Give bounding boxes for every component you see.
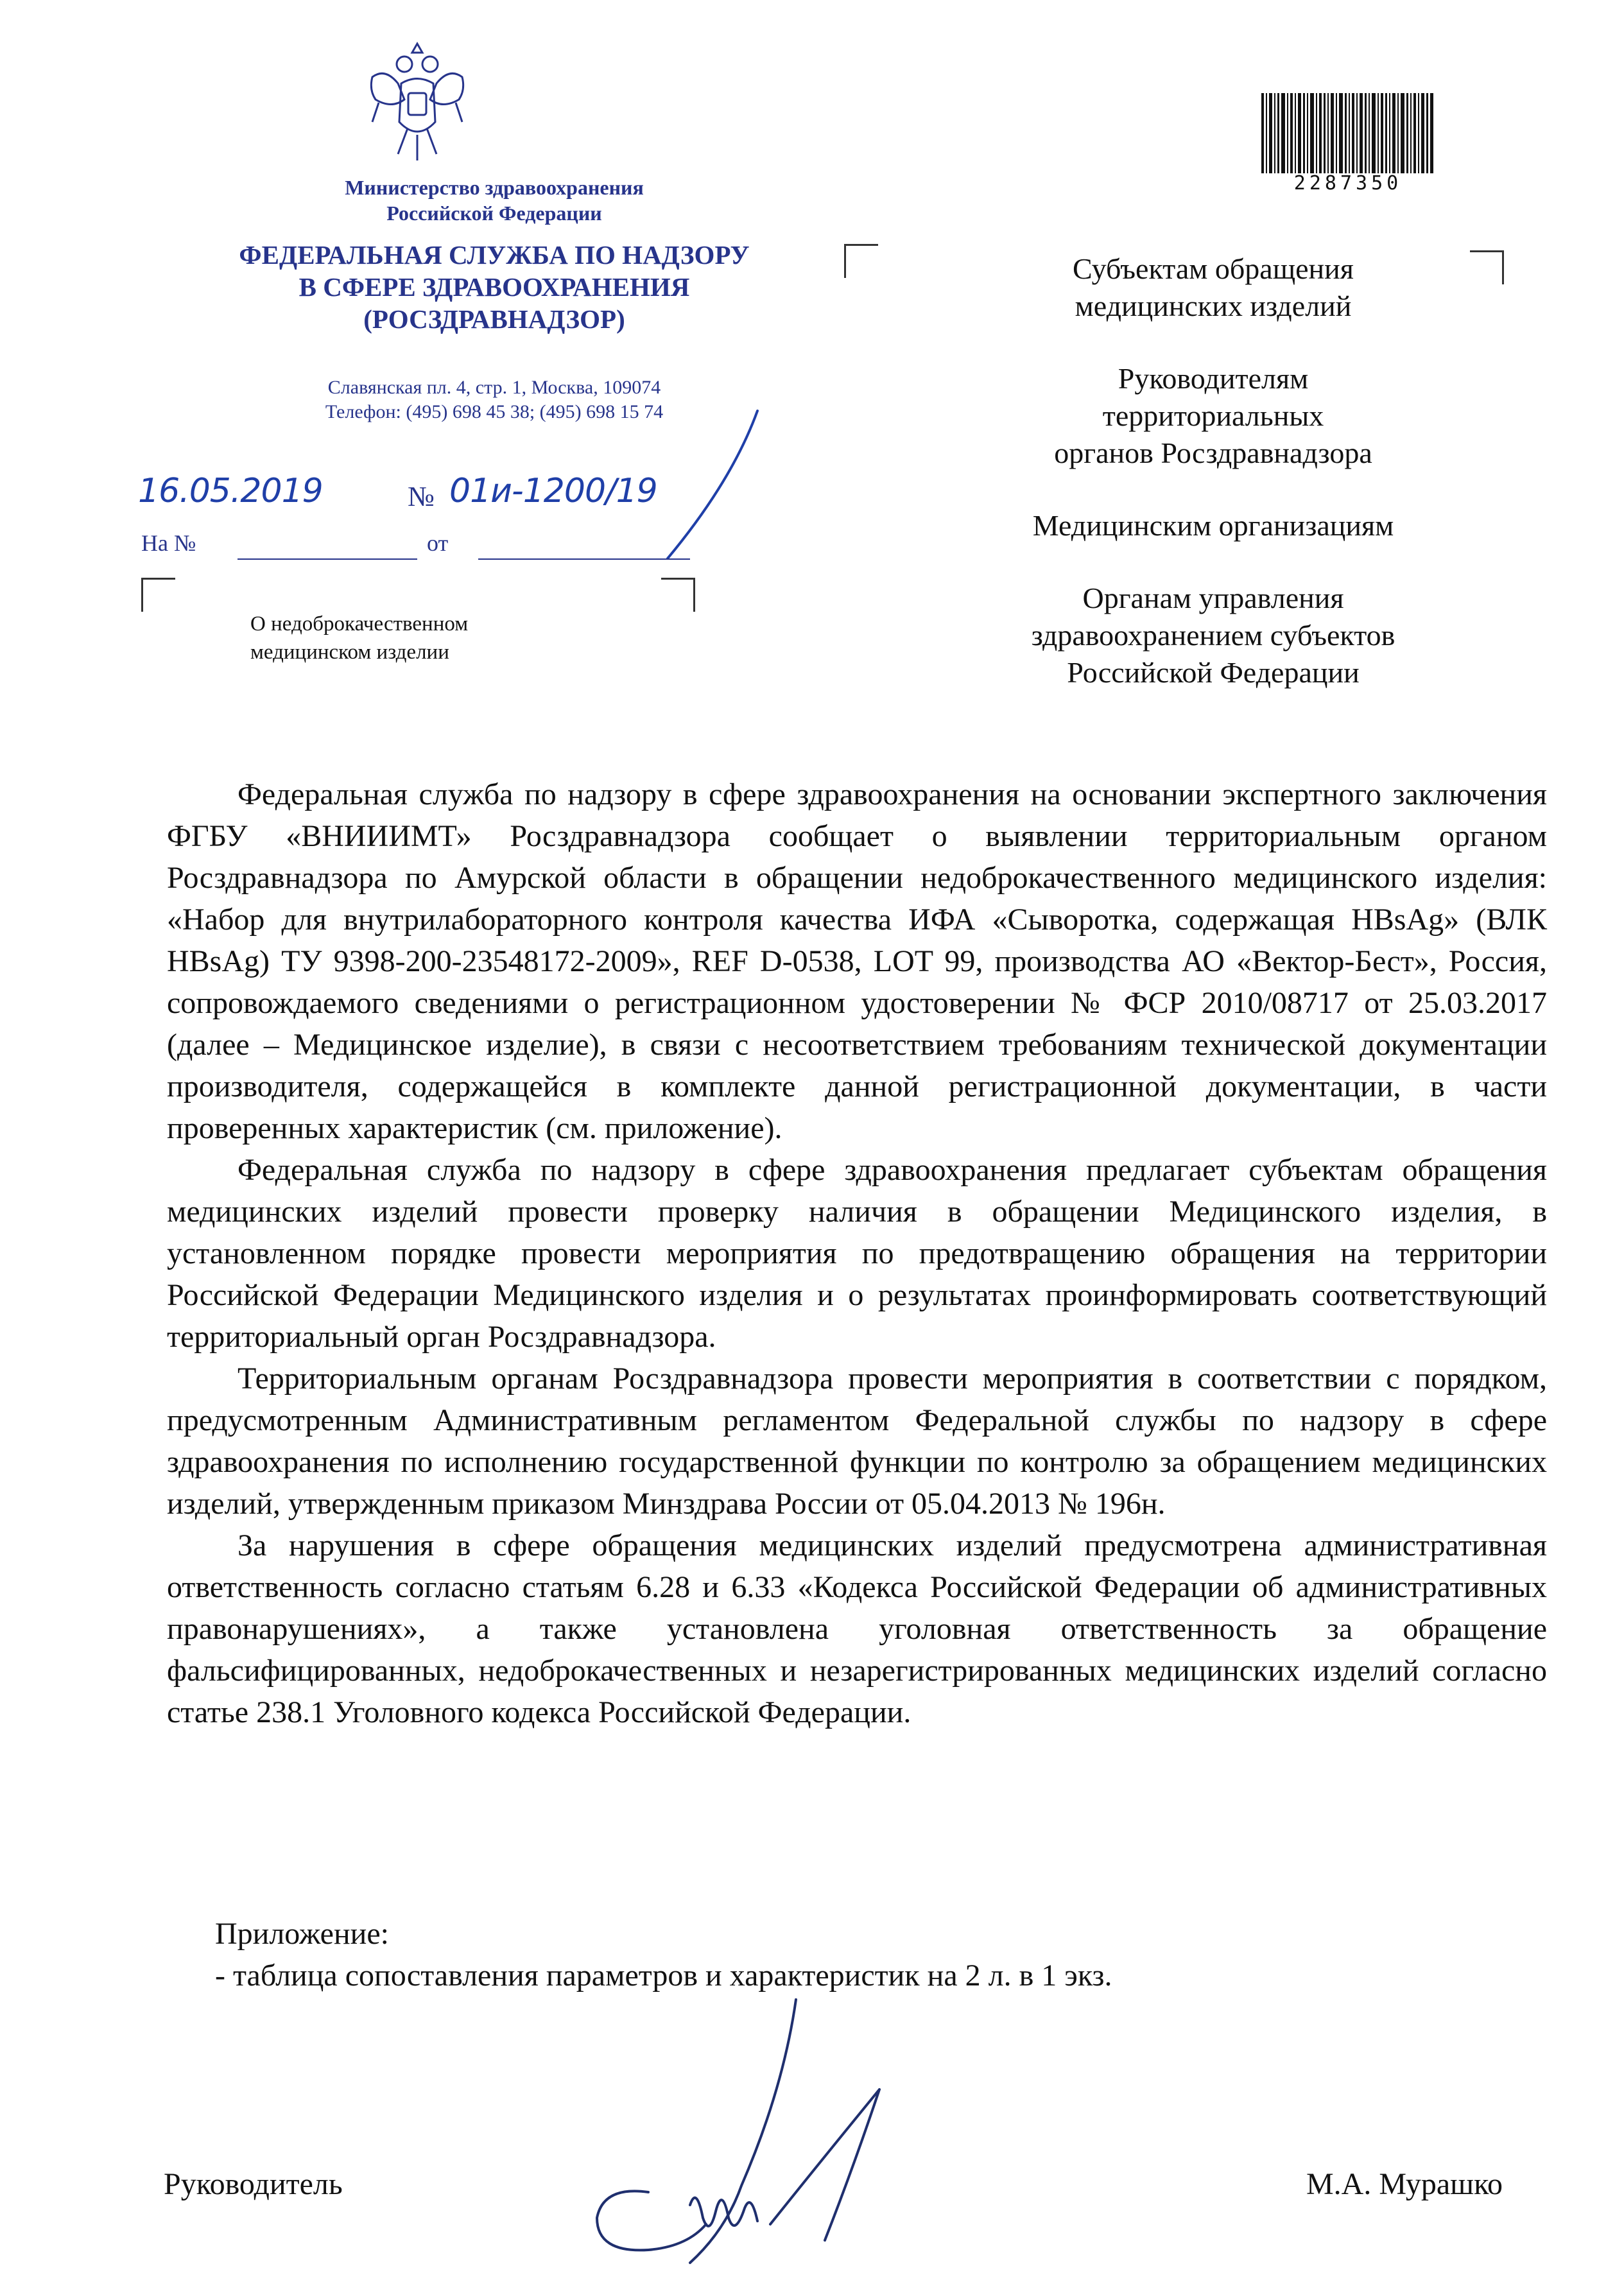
- state-emblem-icon: [359, 39, 475, 167]
- subject-corner-right: [661, 578, 695, 612]
- barcode: [1261, 93, 1435, 173]
- addressee-line: территориальных: [1102, 399, 1324, 432]
- ministry-line: Министерство здравоохранения: [345, 176, 644, 199]
- addressee-line: Российской Федерации: [1067, 656, 1360, 689]
- registration-number: 01и-1200/19: [449, 472, 657, 510]
- signatory-name: М.А. Мурашко: [1306, 2167, 1503, 2201]
- letter-subject: [250, 610, 610, 666]
- addressee-line: Субъектам обращения: [1073, 252, 1354, 285]
- letter-body: [167, 774, 1547, 1733]
- reference-date-line: [478, 558, 690, 560]
- addressee-line: Органам управления: [1082, 582, 1344, 614]
- reference-date-label: от: [427, 530, 449, 556]
- subject-corner-left: [141, 578, 175, 612]
- body-paragraph: За нарушения в сфере обращения медицинских изделий предусмотрена административная ответственность согласно статьям 6.28 и 6.33 «Кодекса Российской Федерации об административных правонарушениях», а также установлена уголовная ответственность за обращение фальсифицированных, недоброкачественных и незарегистрированных медицинских изделий согласно статье 238.1 Уголовного кодекса Российской Федерации.: [167, 1528, 1547, 1729]
- registration-date: 16.05.2019: [138, 472, 323, 510]
- registration-slash-stroke: [655, 404, 770, 565]
- signatory-title: Руководитель: [164, 2167, 343, 2201]
- ministry-line: Российской Федерации: [386, 202, 602, 225]
- reference-number-line: [238, 558, 417, 560]
- barcode-number: 2287350: [1293, 172, 1403, 195]
- ministry-name: [128, 175, 860, 226]
- subject-line: медицинском изделии: [250, 641, 449, 664]
- addressee-corner-left: [844, 244, 878, 278]
- service-name: [128, 239, 860, 335]
- attachment-label: Приложение:: [215, 1917, 389, 1951]
- service-line: ФЕДЕРАЛЬНАЯ СЛУЖБА ПО НАДЗОРУ: [239, 240, 750, 270]
- addressee-group: [931, 250, 1496, 325]
- addressee-line: медицинских изделий: [1075, 290, 1352, 322]
- addressee-group: [931, 360, 1496, 472]
- addressee-group: [931, 580, 1496, 691]
- addressee-line: органов Росздравнадзора: [1054, 437, 1372, 469]
- attachment-item: - таблица сопоставления параметров и характеристик на 2 л. в 1 экз.: [215, 1958, 1112, 1993]
- body-paragraph: Федеральная служба по надзору в сфере здравоохранения на основании экспертного заключения ФГБУ «ВНИИИМТ» Росздравнадзора сообщает о выявлении территориальным органом Росздравнадзора по Амурской области в обращении недоброкачественного медицинского изделия: «Набор для внутрилабораторного контроля качества ИФА «Сыворотка, содержащая HBsAg» (ВЛК HBsAg) ТУ 9398-200-23548172-2009», REF D-0538, LOT 99, производства АО «Вектор-Бест», Россия, сопровождаемого сведениями о регистрационном удостоверении № ФСР 2010/08717 от 25.03.2017 (далее – Медицинское изделие), в связи с несоответствием требованиям технической документации производителя, содержащейся в комплекте данной регистрационной документации, в части проверенных характеристик (см. приложение).: [167, 777, 1547, 1145]
- number-sign: №: [408, 481, 435, 512]
- service-line: В СФЕРЕ ЗДРАВООХРАНЕНИЯ: [298, 272, 690, 302]
- addressee-block: [931, 250, 1496, 727]
- addressee-group: [931, 507, 1496, 544]
- handwritten-signature: [578, 1993, 924, 2276]
- addressee-line: Медицинским организациям: [1032, 509, 1394, 542]
- phone-line: Телефон: (495) 698 45 38; (495) 698 15 74: [325, 401, 664, 422]
- addressee-line: Руководителям: [1118, 362, 1309, 395]
- addressee-line: здравоохранением субъектов: [1031, 619, 1395, 652]
- body-paragraph: Территориальным органам Росздравнадзора провести мероприятия в соответствии с порядком, предусмотренным Административным регламентом Федеральной службы по надзору в сфере здравоохранения по исполнению государственной функции по контролю за обращением медицинских изделий, утвержденным приказом Минздрава России от 05.04.2013 № 196н.: [167, 1362, 1547, 1521]
- address-line: Славянская пл. 4, стр. 1, Москва, 109074: [327, 377, 661, 398]
- service-line: (РОСЗДРАВНАДЗОР): [363, 304, 625, 334]
- reference-number-label: На №: [141, 530, 196, 556]
- subject-line: О недоброкачественном: [250, 612, 469, 635]
- body-paragraph: Федеральная служба по надзору в сфере здравоохранения предлагает субъектам обращения медицинских изделий провести проверку наличия в обращении Медицинского изделия, в установленном порядке провести мероприятия по предотвращению обращения на территории Российской Федерации Медицинского изделия и о результатах проинформировать соответствующий территориальный орган Росздравнадзора.: [167, 1153, 1547, 1354]
